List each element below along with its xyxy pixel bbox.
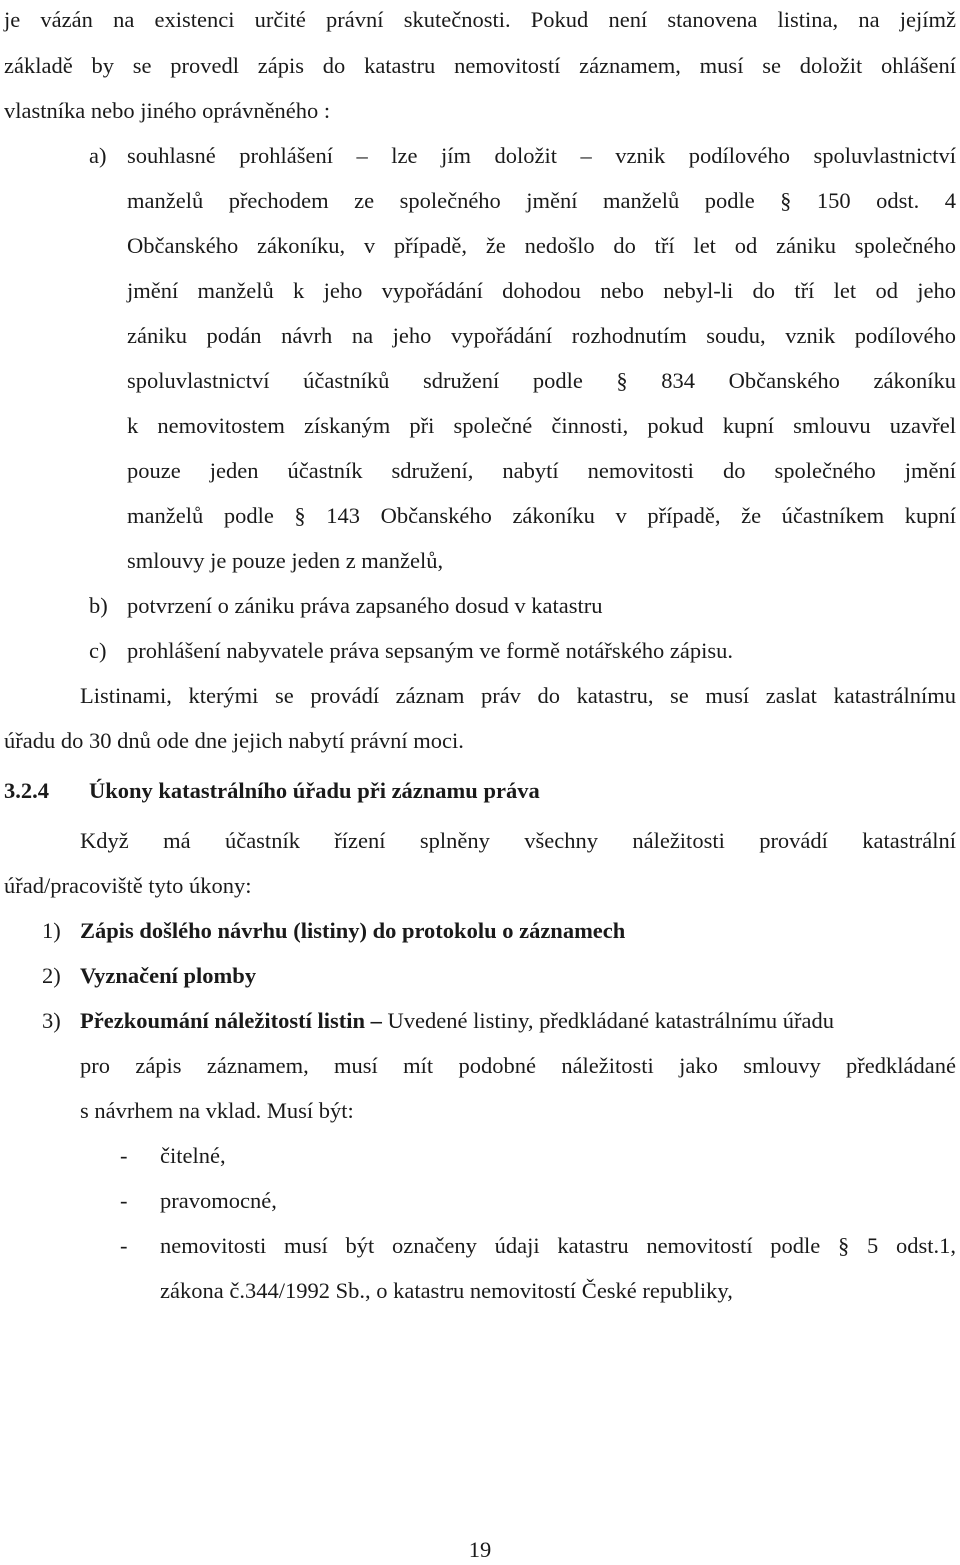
list-a-line: zániku podán návrh na jeho vypořádání rozhodnutím soudu, vznik podílového xyxy=(127,323,956,348)
list-a-line: spoluvlastnictví účastníků sdružení podle § 834 Občanského zákoníku xyxy=(127,368,956,393)
bullet-item: pravomocné, xyxy=(160,1188,277,1213)
page-number: 19 xyxy=(468,1537,492,1562)
step-1-text: Zápis došlého návrhu (listiny) do protokolu o záznamech xyxy=(80,918,626,943)
para2-line-2: úřadu do 30 dnů ode dne jejich nabytí právní moci. xyxy=(4,728,464,753)
list-a-line: Občanského zákoníku, v případě, že nedošlo do tří let od zániku společného xyxy=(127,233,956,258)
list-a-line: pouze jeden účastník sdružení, nabytí nemovitosti do společného jmění xyxy=(127,458,956,483)
bullet-item: čitelné, xyxy=(160,1143,226,1168)
list-label-b: b) xyxy=(89,593,108,618)
intro-line-3: vlastníka nebo jiného oprávněného : xyxy=(4,98,331,123)
section-number: 3.2.4 xyxy=(4,778,49,803)
step-3-rest: Uvedené listiny, předkládané katastrálnímu úřadu xyxy=(381,1008,835,1033)
step-label-3: 3) xyxy=(42,1008,61,1033)
bullet-item-last-line-1: nemovitosti musí být označeny údaji katastru nemovitostí podle § 5 odst.1, xyxy=(160,1233,956,1258)
bullet-marker: - xyxy=(120,1233,128,1258)
list-a-line: manželů přechodem ze společného jmění manželů podle § 150 odst. 4 xyxy=(127,188,956,213)
list-a-line: jmění manželů k jeho vypořádání dohodou nebo nebyl-li do tří let od jeho xyxy=(127,278,956,303)
list-a-line: manželů podle § 143 Občanského zákoníku v případě, že účastníkem kupní xyxy=(127,503,956,528)
list-a-line: smlouvy je pouze jeden z manželů, xyxy=(127,548,444,573)
para3-line-1: Když má účastník řízení splněny všechny náležitosti provádí katastrální xyxy=(80,828,956,853)
bullet-item-last-line-2: zákona č.344/1992 Sb., o katastru nemovitostí České republiky, xyxy=(160,1278,733,1303)
list-c-text: prohlášení nabyvatele práva sepsaným ve formě notářského zápisu. xyxy=(127,638,734,663)
step-label-2: 2) xyxy=(42,963,61,988)
bullet-marker: - xyxy=(120,1188,128,1213)
bullet-marker: - xyxy=(120,1143,128,1168)
list-a-line: k nemovitostem získaným při společné činnosti, pokud kupní smlouvu uzavřel xyxy=(127,413,956,438)
intro-line-2: základě by se provedl zápis do katastru nemovitostí záznamem, musí se doložit ohlášení xyxy=(4,53,956,78)
list-a-line: souhlasné prohlášení – lze jím doložit – vznik podílového spoluvlastnictví xyxy=(127,143,956,168)
step-2-text: Vyznačení plomby xyxy=(80,963,257,988)
step-3-line-2: pro zápis záznamem, musí mít podobné náležitosti jako smlouvy předkládané xyxy=(80,1053,956,1078)
para2-line-1: Listinami, kterými se provádí záznam práv do katastru, se musí zaslat katastrálnímu xyxy=(80,683,956,708)
list-b-text: potvrzení o zániku práva zapsaného dosud v katastru xyxy=(127,593,603,618)
step-3-line-3: s návrhem na vklad. Musí být: xyxy=(80,1098,354,1123)
intro-line-1: je vázán na existenci určité právní skutečnosti. Pokud není stanovena listina, na jejímž xyxy=(4,7,956,32)
list-label-a: a) xyxy=(89,143,107,168)
list-label-c: c) xyxy=(89,638,107,663)
step-3-bold: Přezkoumání náležitostí listin – xyxy=(80,1008,382,1033)
para3-line-2: úřad/pracoviště tyto úkony: xyxy=(4,873,252,898)
section-title: Úkony katastrálního úřadu při záznamu práva xyxy=(89,778,540,803)
step-label-1: 1) xyxy=(42,918,61,943)
step-3-line-1 xyxy=(80,1006,956,1036)
